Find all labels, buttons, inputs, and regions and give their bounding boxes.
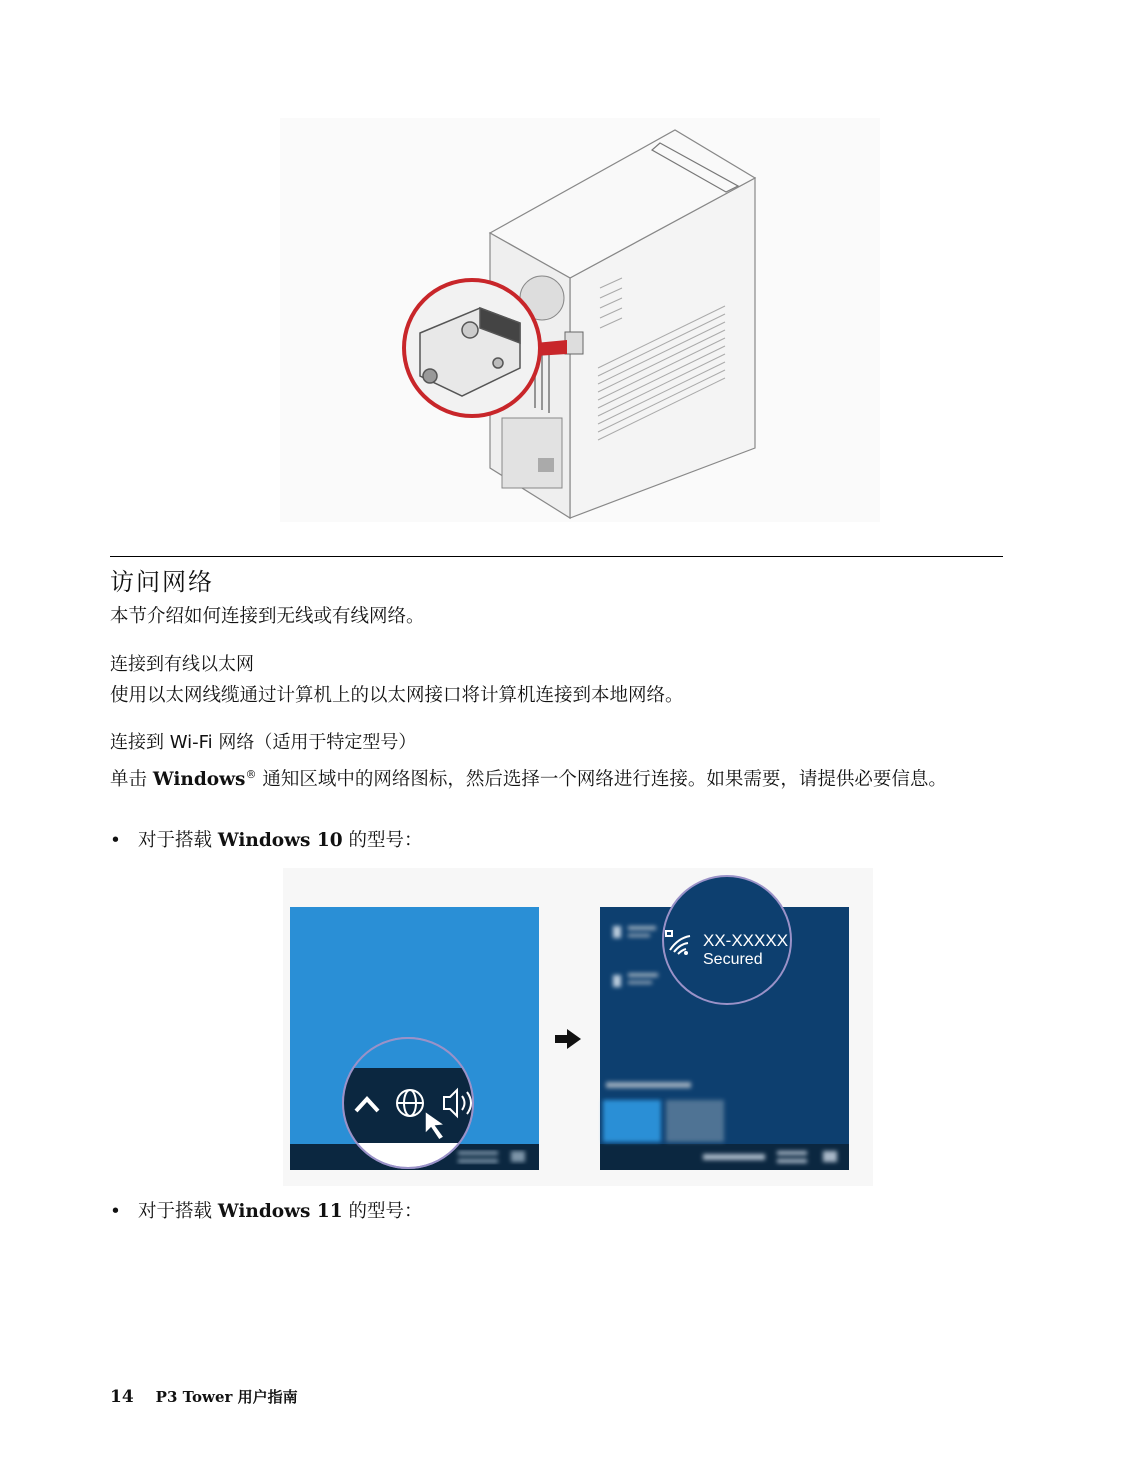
- network-status: Secured: [703, 951, 763, 968]
- section-intro: 本节介绍如何连接到无线或有线网络。: [110, 606, 425, 627]
- wifi-tile: [603, 1100, 661, 1142]
- power-supply: [502, 418, 562, 488]
- section-title: 访问网络: [110, 568, 214, 596]
- page-footer: [110, 1386, 298, 1407]
- page-number: 14: [110, 1387, 134, 1407]
- bullet-windows11: • 对于搭载 Windows 11 的型号：: [110, 1201, 423, 1222]
- bullet-windows10: • 对于搭载 Windows 10 的型号：: [110, 830, 423, 851]
- ethernet-text: 使用以太网线缆通过计算机上的以太网接口将计算机连接到本地网络。: [110, 685, 684, 706]
- windows10-network-figure: [283, 868, 873, 1186]
- chassis-latch: [565, 332, 583, 354]
- section-rule: [110, 556, 1003, 557]
- windows-brand: Windows: [152, 769, 246, 791]
- tower-illustration: [280, 118, 880, 522]
- ethernet-heading: 连接到有线以太网: [110, 654, 254, 675]
- wifi-text: 单击 Windows® 通知区域中的网络图标，然后选择一个网络进行连接。如果需要，请提供必要信息。: [110, 768, 947, 791]
- network-name: XX-XXXXX: [703, 931, 789, 950]
- wifi-heading: 连接到 Wi-Fi 网络（适用于特定型号）: [110, 732, 417, 753]
- document-title: P3 Tower 用户指南: [155, 1388, 298, 1406]
